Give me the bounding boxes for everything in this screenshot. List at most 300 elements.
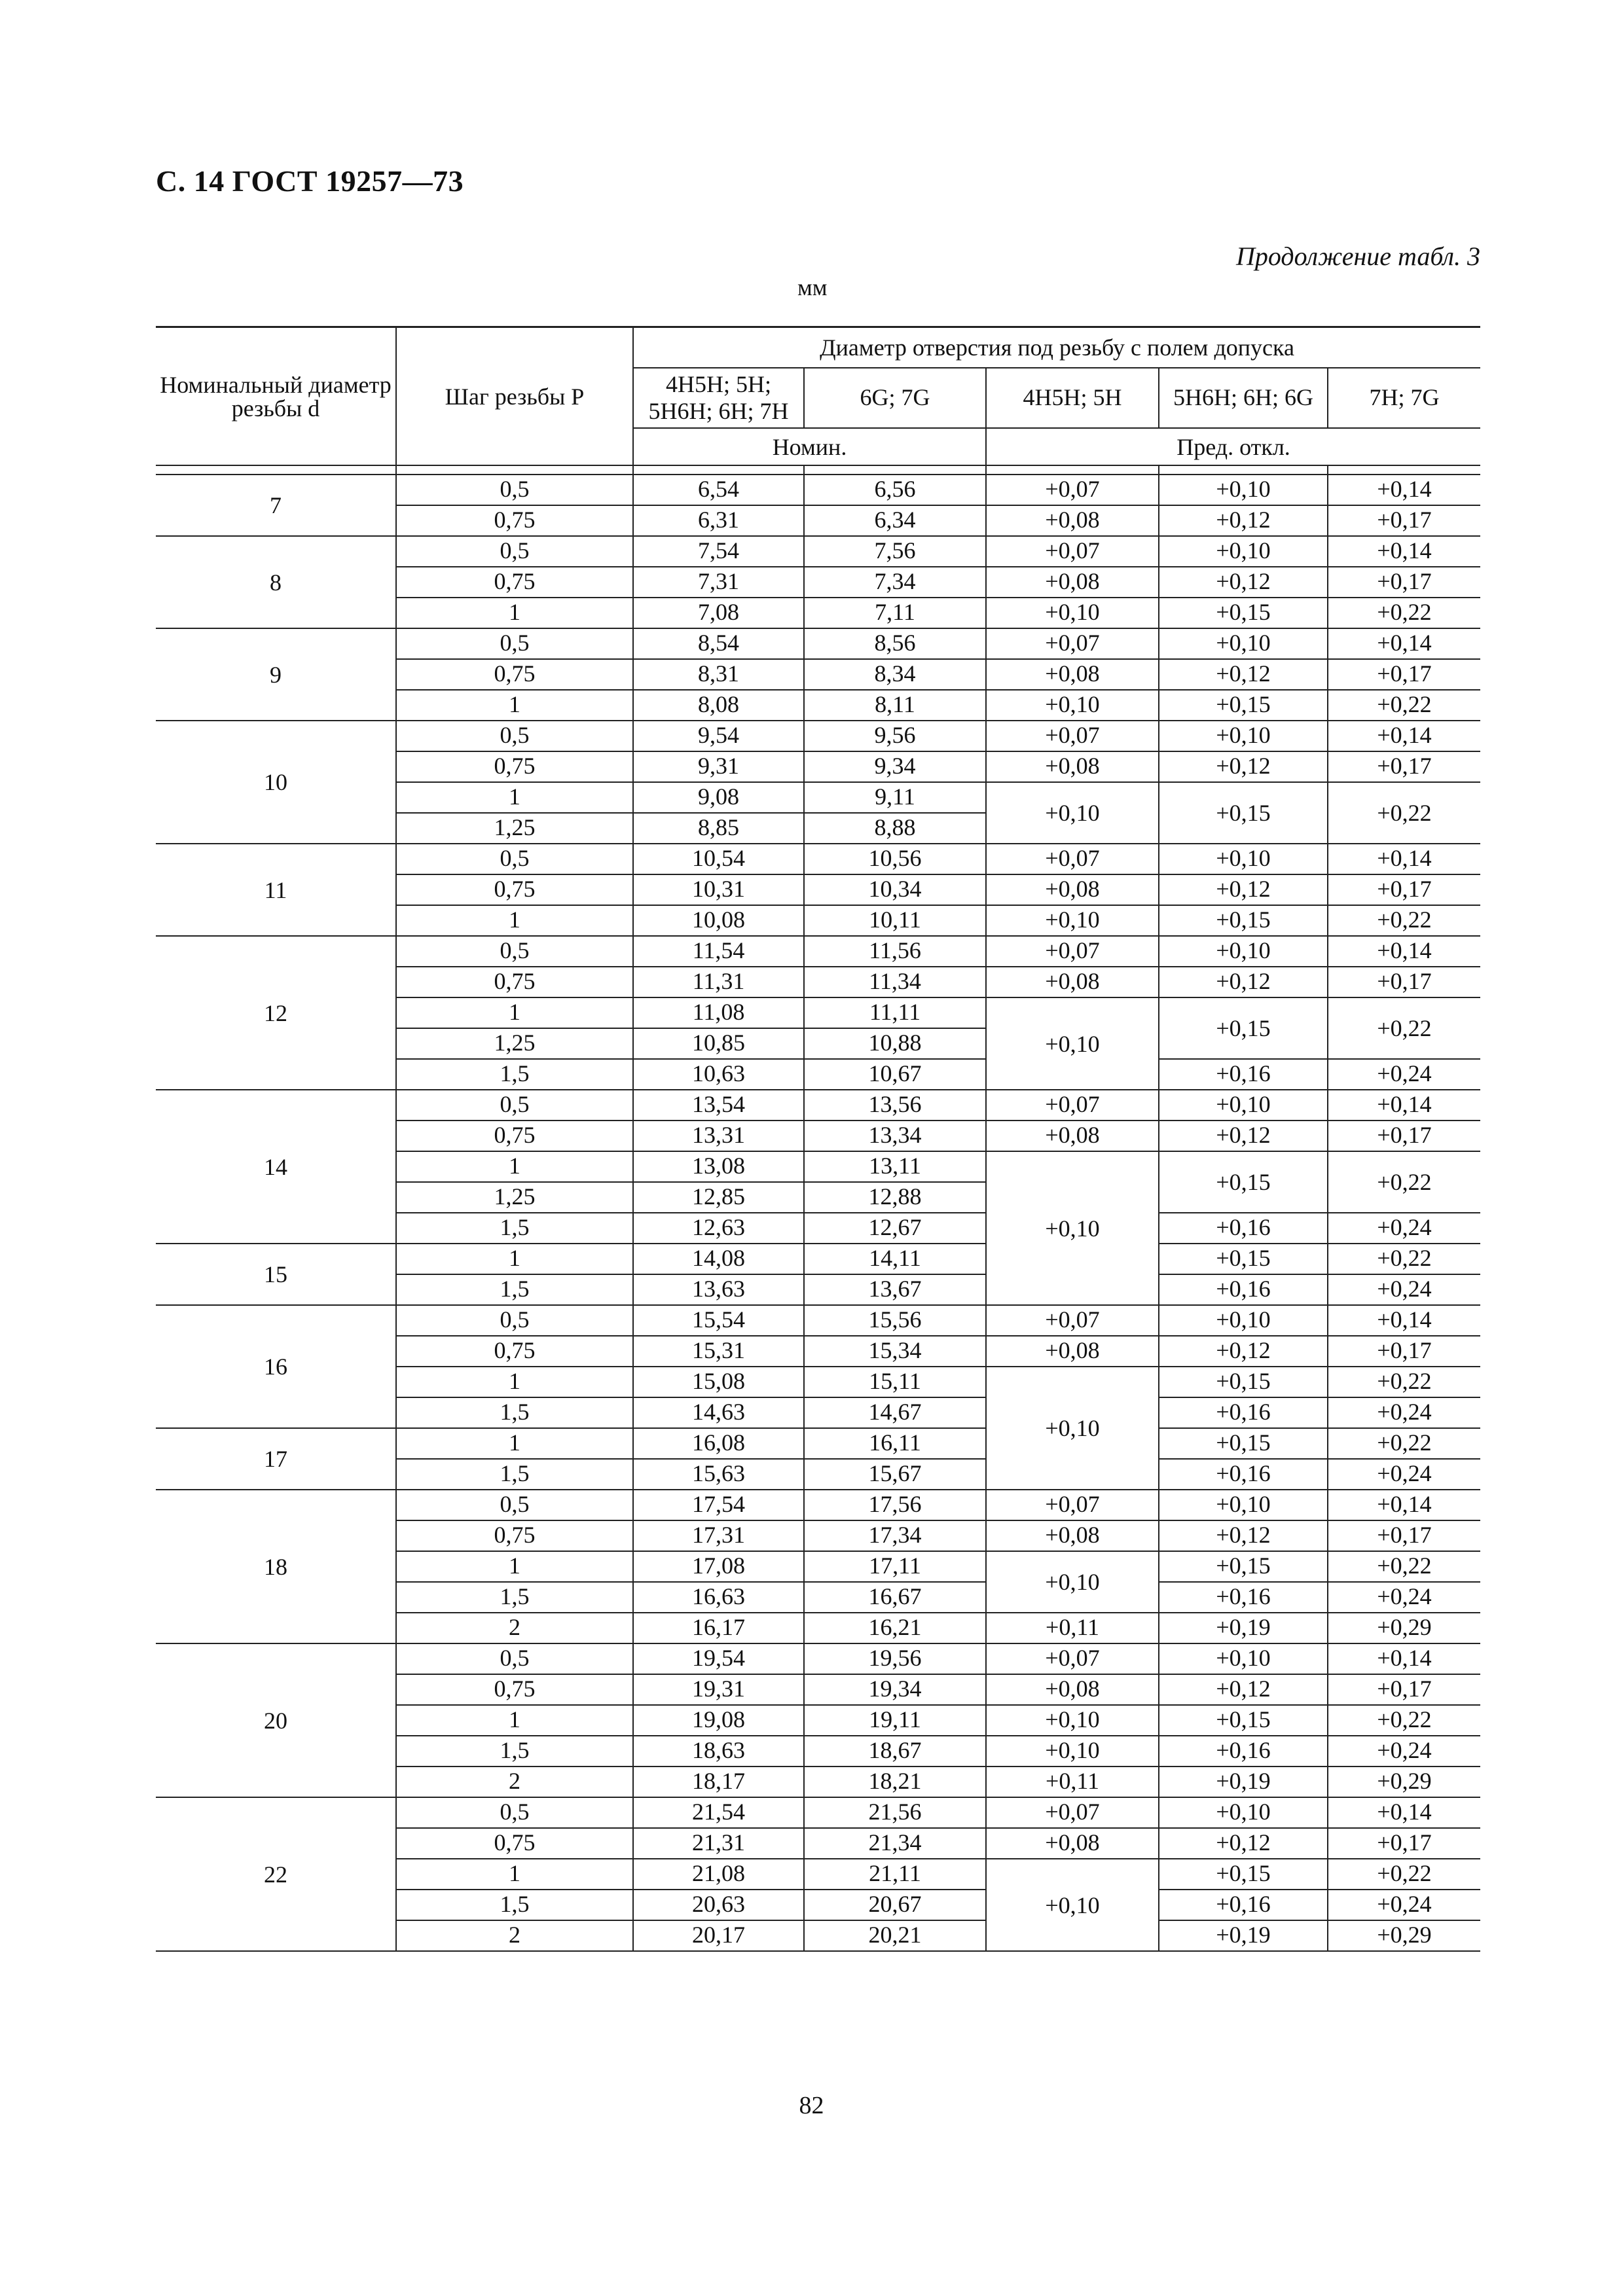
deviation-4h5h-5h-cell: +0,08 <box>986 1674 1159 1705</box>
thread-pitch-cell: 0,75 <box>396 751 633 782</box>
deviation-5h6h-6g-cell: +0,12 <box>1159 751 1328 782</box>
header-col-4h5h-7h: 4H5H; 5H; 5H6H; 6H; 7H <box>633 368 804 428</box>
thread-pitch-cell: 1 <box>396 1367 633 1397</box>
deviation-4h5h-5h-cell: +0,10 <box>986 905 1159 936</box>
nominal-4h5h-7h-cell: 21,08 <box>633 1859 804 1890</box>
deviation-7h-7g-cell: +0,17 <box>1328 505 1480 536</box>
deviation-4h5h-5h-cell: +0,10 <box>986 782 1159 844</box>
nominal-6g-7g-cell: 17,56 <box>804 1490 986 1520</box>
deviation-4h5h-5h-cell: +0,08 <box>986 967 1159 997</box>
nominal-4h5h-7h-cell: 7,08 <box>633 598 804 628</box>
deviation-4h5h-5h-cell: +0,10 <box>986 690 1159 721</box>
nominal-4h5h-7h-cell: 12,85 <box>633 1182 804 1213</box>
thread-pitch-cell: 1 <box>396 997 633 1028</box>
deviation-7h-7g-cell: +0,22 <box>1328 1551 1480 1582</box>
deviation-7h-7g-cell: +0,14 <box>1328 628 1480 659</box>
nominal-6g-7g-cell: 20,21 <box>804 1920 986 1951</box>
thread-pitch-cell: 0,5 <box>396 1090 633 1121</box>
table-row <box>156 844 1480 874</box>
nominal-4h5h-7h-cell: 13,08 <box>633 1151 804 1182</box>
nominal-4h5h-7h-cell: 19,31 <box>633 1674 804 1705</box>
deviation-4h5h-5h-cell: +0,07 <box>986 1797 1159 1828</box>
thread-pitch-cell: 0,75 <box>396 659 633 690</box>
deviation-7h-7g-cell: +0,17 <box>1328 1520 1480 1551</box>
thread-pitch-cell: 1 <box>396 1244 633 1274</box>
deviation-5h6h-6g-cell: +0,15 <box>1159 782 1328 844</box>
nominal-6g-7g-cell: 10,34 <box>804 874 986 905</box>
nominal-6g-7g-cell: 16,21 <box>804 1613 986 1643</box>
thread-pitch-cell: 0,75 <box>396 874 633 905</box>
nominal-4h5h-7h-cell: 9,08 <box>633 782 804 813</box>
deviation-5h6h-6g-cell: +0,10 <box>1159 628 1328 659</box>
deviation-7h-7g-cell: +0,17 <box>1328 967 1480 997</box>
deviation-7h-7g-cell: +0,17 <box>1328 1336 1480 1367</box>
nominal-4h5h-7h-cell: 8,85 <box>633 813 804 844</box>
deviation-7h-7g-cell: +0,24 <box>1328 1059 1480 1090</box>
thread-pitch-cell: 1 <box>396 1859 633 1890</box>
deviation-7h-7g-cell: +0,22 <box>1328 1151 1480 1213</box>
table-row <box>156 536 1480 567</box>
thread-pitch-cell: 1,25 <box>396 813 633 844</box>
header-col-5h6h-6g: 5H6H; 6H; 6G <box>1159 368 1328 428</box>
nominal-diameter-cell: 10 <box>156 721 396 844</box>
deviation-4h5h-5h-cell: +0,11 <box>986 1767 1159 1797</box>
nominal-6g-7g-cell: 8,11 <box>804 690 986 721</box>
nominal-6g-7g-cell: 10,56 <box>804 844 986 874</box>
thread-pitch-cell: 0,5 <box>396 1797 633 1828</box>
nominal-4h5h-7h-cell: 8,54 <box>633 628 804 659</box>
header-gap <box>804 465 986 475</box>
nominal-4h5h-7h-cell: 21,54 <box>633 1797 804 1828</box>
header-hole-diameter-group: Диаметр отверстия под резьбу с полем допуска <box>633 327 1480 368</box>
nominal-6g-7g-cell: 20,67 <box>804 1890 986 1920</box>
deviation-4h5h-5h-cell: +0,11 <box>986 1613 1159 1643</box>
nominal-6g-7g-cell: 19,56 <box>804 1643 986 1674</box>
deviation-5h6h-6g-cell: +0,15 <box>1159 1551 1328 1582</box>
nominal-4h5h-7h-cell: 18,17 <box>633 1767 804 1797</box>
deviation-7h-7g-cell: +0,24 <box>1328 1736 1480 1767</box>
deviation-5h6h-6g-cell: +0,12 <box>1159 505 1328 536</box>
nominal-4h5h-7h-cell: 8,08 <box>633 690 804 721</box>
nominal-4h5h-7h-cell: 19,54 <box>633 1643 804 1674</box>
deviation-5h6h-6g-cell: +0,12 <box>1159 1121 1328 1151</box>
deviation-7h-7g-cell: +0,24 <box>1328 1582 1480 1613</box>
nominal-6g-7g-cell: 7,34 <box>804 567 986 598</box>
nominal-4h5h-7h-cell: 11,54 <box>633 936 804 967</box>
nominal-6g-7g-cell: 12,67 <box>804 1213 986 1244</box>
nominal-6g-7g-cell: 7,11 <box>804 598 986 628</box>
deviation-7h-7g-cell: +0,29 <box>1328 1920 1480 1951</box>
deviation-4h5h-5h-cell: +0,10 <box>986 1151 1159 1305</box>
nominal-6g-7g-cell: 21,11 <box>804 1859 986 1890</box>
header-col-4h5h-5h: 4H5H; 5H <box>986 368 1159 428</box>
nominal-6g-7g-cell: 13,56 <box>804 1090 986 1121</box>
nominal-4h5h-7h-cell: 7,31 <box>633 567 804 598</box>
deviation-5h6h-6g-cell: +0,10 <box>1159 1090 1328 1121</box>
table-row <box>156 1090 1480 1121</box>
thread-pitch-cell: 0,5 <box>396 475 633 505</box>
nominal-6g-7g-cell: 15,34 <box>804 1336 986 1367</box>
nominal-6g-7g-cell: 11,11 <box>804 997 986 1028</box>
deviation-5h6h-6g-cell: +0,16 <box>1159 1059 1328 1090</box>
thread-pitch-cell: 1,25 <box>396 1182 633 1213</box>
nominal-6g-7g-cell: 18,67 <box>804 1736 986 1767</box>
deviation-7h-7g-cell: +0,14 <box>1328 1305 1480 1336</box>
deviation-5h6h-6g-cell: +0,12 <box>1159 967 1328 997</box>
deviation-4h5h-5h-cell: +0,07 <box>986 1643 1159 1674</box>
thread-pitch-cell: 0,75 <box>396 1828 633 1859</box>
deviation-7h-7g-cell: +0,17 <box>1328 659 1480 690</box>
thread-pitch-cell: 0,75 <box>396 1520 633 1551</box>
table-row <box>156 1428 1480 1459</box>
deviation-5h6h-6g-cell: +0,19 <box>1159 1767 1328 1797</box>
deviation-7h-7g-cell: +0,14 <box>1328 844 1480 874</box>
nominal-6g-7g-cell: 16,67 <box>804 1582 986 1613</box>
thread-pitch-cell: 1 <box>396 782 633 813</box>
deviation-7h-7g-cell: +0,22 <box>1328 905 1480 936</box>
deviation-5h6h-6g-cell: +0,15 <box>1159 1244 1328 1274</box>
table-row <box>156 475 1480 505</box>
deviation-7h-7g-cell: +0,22 <box>1328 1428 1480 1459</box>
deviation-4h5h-5h-cell: +0,10 <box>986 1736 1159 1767</box>
nominal-4h5h-7h-cell: 12,63 <box>633 1213 804 1244</box>
nominal-6g-7g-cell: 17,34 <box>804 1520 986 1551</box>
deviation-5h6h-6g-cell: +0,15 <box>1159 1428 1328 1459</box>
thread-pitch-cell: 2 <box>396 1613 633 1643</box>
deviation-5h6h-6g-cell: +0,15 <box>1159 690 1328 721</box>
thread-pitch-cell: 0,5 <box>396 721 633 751</box>
thread-pitch-cell: 1 <box>396 1428 633 1459</box>
nominal-4h5h-7h-cell: 11,31 <box>633 967 804 997</box>
deviation-4h5h-5h-cell: +0,07 <box>986 1490 1159 1520</box>
nominal-4h5h-7h-cell: 9,31 <box>633 751 804 782</box>
nominal-6g-7g-cell: 15,67 <box>804 1459 986 1490</box>
units-label: мм <box>797 274 828 300</box>
table-row <box>156 1305 1480 1336</box>
nominal-4h5h-7h-cell: 8,31 <box>633 659 804 690</box>
deviation-4h5h-5h-cell: +0,10 <box>986 1367 1159 1490</box>
nominal-6g-7g-cell: 6,56 <box>804 475 986 505</box>
deviation-5h6h-6g-cell: +0,10 <box>1159 1305 1328 1336</box>
deviation-7h-7g-cell: +0,14 <box>1328 1090 1480 1121</box>
deviation-5h6h-6g-cell: +0,10 <box>1159 475 1328 505</box>
deviation-4h5h-5h-cell: +0,10 <box>986 1705 1159 1736</box>
nominal-4h5h-7h-cell: 10,85 <box>633 1028 804 1059</box>
deviation-7h-7g-cell: +0,17 <box>1328 874 1480 905</box>
deviation-4h5h-5h-cell: +0,07 <box>986 1305 1159 1336</box>
nominal-4h5h-7h-cell: 6,31 <box>633 505 804 536</box>
nominal-4h5h-7h-cell: 18,63 <box>633 1736 804 1767</box>
thread-pitch-cell: 1,5 <box>396 1890 633 1920</box>
deviation-7h-7g-cell: +0,17 <box>1328 1121 1480 1151</box>
deviation-5h6h-6g-cell: +0,16 <box>1159 1890 1328 1920</box>
deviation-5h6h-6g-cell: +0,12 <box>1159 1828 1328 1859</box>
deviation-7h-7g-cell: +0,24 <box>1328 1274 1480 1305</box>
nominal-6g-7g-cell: 19,34 <box>804 1674 986 1705</box>
header-gap <box>1328 465 1480 475</box>
deviation-7h-7g-cell: +0,22 <box>1328 782 1480 844</box>
table-row <box>156 1797 1480 1828</box>
deviation-4h5h-5h-cell: +0,10 <box>986 997 1159 1090</box>
deviation-7h-7g-cell: +0,17 <box>1328 1674 1480 1705</box>
deviation-5h6h-6g-cell: +0,10 <box>1159 1490 1328 1520</box>
thread-pitch-cell: 1,5 <box>396 1059 633 1090</box>
deviation-4h5h-5h-cell: +0,08 <box>986 567 1159 598</box>
table-row <box>156 1490 1480 1520</box>
thread-pitch-cell: 0,5 <box>396 936 633 967</box>
nominal-6g-7g-cell: 9,11 <box>804 782 986 813</box>
table-row <box>156 721 1480 751</box>
deviation-5h6h-6g-cell: +0,10 <box>1159 936 1328 967</box>
nominal-diameter-cell: 16 <box>156 1305 396 1428</box>
header-gap <box>633 465 804 475</box>
nominal-diameter-cell: 22 <box>156 1797 396 1951</box>
nominal-4h5h-7h-cell: 11,08 <box>633 997 804 1028</box>
nominal-6g-7g-cell: 11,56 <box>804 936 986 967</box>
nominal-6g-7g-cell: 12,88 <box>804 1182 986 1213</box>
header-thread-pitch: Шаг резьбы P <box>396 327 633 466</box>
thread-pitch-cell: 1,5 <box>396 1582 633 1613</box>
nominal-6g-7g-cell: 8,88 <box>804 813 986 844</box>
thread-pitch-cell: 0,5 <box>396 628 633 659</box>
deviation-4h5h-5h-cell: +0,08 <box>986 1121 1159 1151</box>
deviation-5h6h-6g-cell: +0,15 <box>1159 1367 1328 1397</box>
deviation-4h5h-5h-cell: +0,10 <box>986 1859 1159 1951</box>
deviation-7h-7g-cell: +0,22 <box>1328 598 1480 628</box>
thread-pitch-cell: 1,5 <box>396 1397 633 1428</box>
nominal-6g-7g-cell: 7,56 <box>804 536 986 567</box>
table-row <box>156 1643 1480 1674</box>
table-row <box>156 628 1480 659</box>
nominal-diameter-cell: 12 <box>156 936 396 1090</box>
deviation-7h-7g-cell: +0,24 <box>1328 1397 1480 1428</box>
deviation-7h-7g-cell: +0,17 <box>1328 567 1480 598</box>
deviation-7h-7g-cell: +0,22 <box>1328 1367 1480 1397</box>
deviation-5h6h-6g-cell: +0,12 <box>1159 659 1328 690</box>
deviation-5h6h-6g-cell: +0,10 <box>1159 1643 1328 1674</box>
nominal-6g-7g-cell: 15,11 <box>804 1367 986 1397</box>
deviation-5h6h-6g-cell: +0,16 <box>1159 1397 1328 1428</box>
deviation-5h6h-6g-cell: +0,10 <box>1159 1797 1328 1828</box>
deviation-4h5h-5h-cell: +0,08 <box>986 505 1159 536</box>
deviation-5h6h-6g-cell: +0,16 <box>1159 1582 1328 1613</box>
deviation-5h6h-6g-cell: +0,16 <box>1159 1213 1328 1244</box>
deviation-7h-7g-cell: +0,22 <box>1328 997 1480 1059</box>
nominal-6g-7g-cell: 13,34 <box>804 1121 986 1151</box>
deviation-4h5h-5h-cell: +0,07 <box>986 844 1159 874</box>
nominal-6g-7g-cell: 10,11 <box>804 905 986 936</box>
nominal-4h5h-7h-cell: 10,31 <box>633 874 804 905</box>
nominal-4h5h-7h-cell: 15,31 <box>633 1336 804 1367</box>
nominal-4h5h-7h-cell: 13,63 <box>633 1274 804 1305</box>
deviation-5h6h-6g-cell: +0,12 <box>1159 1520 1328 1551</box>
deviation-5h6h-6g-cell: +0,16 <box>1159 1459 1328 1490</box>
deviation-5h6h-6g-cell: +0,15 <box>1159 1705 1328 1736</box>
nominal-diameter-cell: 7 <box>156 475 396 536</box>
deviation-5h6h-6g-cell: +0,19 <box>1159 1613 1328 1643</box>
nominal-diameter-cell: 9 <box>156 628 396 721</box>
deviation-5h6h-6g-cell: +0,16 <box>1159 1736 1328 1767</box>
nominal-4h5h-7h-cell: 6,54 <box>633 475 804 505</box>
deviation-5h6h-6g-cell: +0,15 <box>1159 1859 1328 1890</box>
nominal-6g-7g-cell: 21,56 <box>804 1797 986 1828</box>
nominal-4h5h-7h-cell: 10,08 <box>633 905 804 936</box>
thread-pitch-cell: 1 <box>396 1705 633 1736</box>
deviation-5h6h-6g-cell: +0,16 <box>1159 1274 1328 1305</box>
thread-pitch-cell: 0,75 <box>396 1121 633 1151</box>
deviation-5h6h-6g-cell: +0,19 <box>1159 1920 1328 1951</box>
page-header-title: С. 14 ГОСТ 19257—73 <box>156 164 464 198</box>
deviation-4h5h-5h-cell: +0,07 <box>986 1090 1159 1121</box>
nominal-6g-7g-cell: 14,11 <box>804 1244 986 1274</box>
deviation-5h6h-6g-cell: +0,12 <box>1159 874 1328 905</box>
nominal-4h5h-7h-cell: 7,54 <box>633 536 804 567</box>
deviation-5h6h-6g-cell: +0,15 <box>1159 1151 1328 1213</box>
deviation-4h5h-5h-cell: +0,07 <box>986 628 1159 659</box>
thread-pitch-cell: 1 <box>396 1551 633 1582</box>
thread-pitch-cell: 1,5 <box>396 1736 633 1767</box>
deviation-7h-7g-cell: +0,14 <box>1328 936 1480 967</box>
thread-hole-diameter-table <box>156 326 1480 1952</box>
deviation-7h-7g-cell: +0,14 <box>1328 475 1480 505</box>
nominal-6g-7g-cell: 17,11 <box>804 1551 986 1582</box>
header-nominal: Номин. <box>633 428 986 465</box>
deviation-4h5h-5h-cell: +0,07 <box>986 936 1159 967</box>
nominal-6g-7g-cell: 14,67 <box>804 1397 986 1428</box>
thread-pitch-cell: 1,25 <box>396 1028 633 1059</box>
table-row <box>156 1244 1480 1274</box>
nominal-4h5h-7h-cell: 19,08 <box>633 1705 804 1736</box>
table-continuation-label: Продолжение табл. 3 <box>1235 242 1480 271</box>
header-gap <box>156 465 396 475</box>
deviation-4h5h-5h-cell: +0,07 <box>986 475 1159 505</box>
deviation-7h-7g-cell: +0,29 <box>1328 1767 1480 1797</box>
nominal-6g-7g-cell: 6,34 <box>804 505 986 536</box>
deviation-7h-7g-cell: +0,14 <box>1328 1490 1480 1520</box>
deviation-5h6h-6g-cell: +0,10 <box>1159 844 1328 874</box>
nominal-diameter-cell: 17 <box>156 1428 396 1490</box>
nominal-4h5h-7h-cell: 15,63 <box>633 1459 804 1490</box>
thread-pitch-cell: 0,75 <box>396 967 633 997</box>
deviation-5h6h-6g-cell: +0,12 <box>1159 1674 1328 1705</box>
deviation-4h5h-5h-cell: +0,08 <box>986 1520 1159 1551</box>
thread-pitch-cell: 0,5 <box>396 1490 633 1520</box>
thread-pitch-cell: 1 <box>396 905 633 936</box>
nominal-6g-7g-cell: 16,11 <box>804 1428 986 1459</box>
nominal-6g-7g-cell: 9,56 <box>804 721 986 751</box>
deviation-7h-7g-cell: +0,14 <box>1328 721 1480 751</box>
nominal-4h5h-7h-cell: 20,63 <box>633 1890 804 1920</box>
nominal-diameter-cell: 14 <box>156 1090 396 1244</box>
nominal-6g-7g-cell: 13,11 <box>804 1151 986 1182</box>
deviation-7h-7g-cell: +0,14 <box>1328 536 1480 567</box>
nominal-6g-7g-cell: 19,11 <box>804 1705 986 1736</box>
nominal-diameter-cell: 18 <box>156 1490 396 1643</box>
nominal-4h5h-7h-cell: 20,17 <box>633 1920 804 1951</box>
deviation-7h-7g-cell: +0,14 <box>1328 1797 1480 1828</box>
deviation-7h-7g-cell: +0,22 <box>1328 690 1480 721</box>
deviation-5h6h-6g-cell: +0,15 <box>1159 598 1328 628</box>
nominal-4h5h-7h-cell: 21,31 <box>633 1828 804 1859</box>
table-row <box>156 936 1480 967</box>
header-gap <box>1159 465 1328 475</box>
deviation-7h-7g-cell: +0,24 <box>1328 1459 1480 1490</box>
thread-pitch-cell: 0,75 <box>396 1336 633 1367</box>
deviation-4h5h-5h-cell: +0,10 <box>986 1551 1159 1613</box>
deviation-7h-7g-cell: +0,29 <box>1328 1613 1480 1643</box>
deviation-7h-7g-cell: +0,22 <box>1328 1244 1480 1274</box>
thread-pitch-cell: 2 <box>396 1767 633 1797</box>
nominal-6g-7g-cell: 8,56 <box>804 628 986 659</box>
nominal-4h5h-7h-cell: 10,54 <box>633 844 804 874</box>
deviation-4h5h-5h-cell: +0,08 <box>986 874 1159 905</box>
nominal-6g-7g-cell: 18,21 <box>804 1767 986 1797</box>
nominal-4h5h-7h-cell: 16,63 <box>633 1582 804 1613</box>
nominal-4h5h-7h-cell: 14,08 <box>633 1244 804 1274</box>
nominal-4h5h-7h-cell: 14,63 <box>633 1397 804 1428</box>
nominal-4h5h-7h-cell: 17,08 <box>633 1551 804 1582</box>
nominal-diameter-cell: 15 <box>156 1244 396 1305</box>
nominal-diameter-cell: 11 <box>156 844 396 936</box>
header-col-7h-7g: 7H; 7G <box>1328 368 1480 428</box>
deviation-5h6h-6g-cell: +0,12 <box>1159 567 1328 598</box>
deviation-5h6h-6g-cell: +0,12 <box>1159 1336 1328 1367</box>
header-col-6g-7g: 6G; 7G <box>804 368 986 428</box>
deviation-5h6h-6g-cell: +0,10 <box>1159 536 1328 567</box>
nominal-4h5h-7h-cell: 15,54 <box>633 1305 804 1336</box>
deviation-7h-7g-cell: +0,22 <box>1328 1705 1480 1736</box>
deviation-5h6h-6g-cell: +0,15 <box>1159 997 1328 1059</box>
nominal-4h5h-7h-cell: 13,31 <box>633 1121 804 1151</box>
thread-pitch-cell: 0,5 <box>396 1305 633 1336</box>
deviation-5h6h-6g-cell: +0,15 <box>1159 905 1328 936</box>
nominal-6g-7g-cell: 8,34 <box>804 659 986 690</box>
header-nominal-diameter: Номинальный диаметр резьбы d <box>156 327 396 466</box>
deviation-7h-7g-cell: +0,22 <box>1328 1859 1480 1890</box>
nominal-6g-7g-cell: 21,34 <box>804 1828 986 1859</box>
deviation-4h5h-5h-cell: +0,08 <box>986 1828 1159 1859</box>
deviation-4h5h-5h-cell: +0,07 <box>986 721 1159 751</box>
header-gap <box>986 465 1159 475</box>
nominal-4h5h-7h-cell: 16,17 <box>633 1613 804 1643</box>
thread-pitch-cell: 0,75 <box>396 505 633 536</box>
thread-pitch-cell: 1 <box>396 690 633 721</box>
nominal-6g-7g-cell: 11,34 <box>804 967 986 997</box>
deviation-4h5h-5h-cell: +0,10 <box>986 598 1159 628</box>
page-number: 82 <box>799 2092 824 2119</box>
thread-pitch-cell: 0,5 <box>396 844 633 874</box>
nominal-4h5h-7h-cell: 17,31 <box>633 1520 804 1551</box>
deviation-7h-7g-cell: +0,17 <box>1328 751 1480 782</box>
deviation-4h5h-5h-cell: +0,08 <box>986 659 1159 690</box>
deviation-4h5h-5h-cell: +0,08 <box>986 1336 1159 1367</box>
deviation-7h-7g-cell: +0,24 <box>1328 1890 1480 1920</box>
thread-pitch-cell: 1,5 <box>396 1274 633 1305</box>
nominal-4h5h-7h-cell: 15,08 <box>633 1367 804 1397</box>
nominal-4h5h-7h-cell: 9,54 <box>633 721 804 751</box>
deviation-7h-7g-cell: +0,17 <box>1328 1828 1480 1859</box>
deviation-4h5h-5h-cell: +0,08 <box>986 751 1159 782</box>
nominal-4h5h-7h-cell: 16,08 <box>633 1428 804 1459</box>
thread-pitch-cell: 2 <box>396 1920 633 1951</box>
deviation-4h5h-5h-cell: +0,07 <box>986 536 1159 567</box>
thread-pitch-cell: 1 <box>396 598 633 628</box>
deviation-7h-7g-cell: +0,14 <box>1328 1643 1480 1674</box>
deviation-7h-7g-cell: +0,24 <box>1328 1213 1480 1244</box>
thread-pitch-cell: 1 <box>396 1151 633 1182</box>
thread-pitch-cell: 1,5 <box>396 1459 633 1490</box>
thread-pitch-cell: 0,75 <box>396 567 633 598</box>
